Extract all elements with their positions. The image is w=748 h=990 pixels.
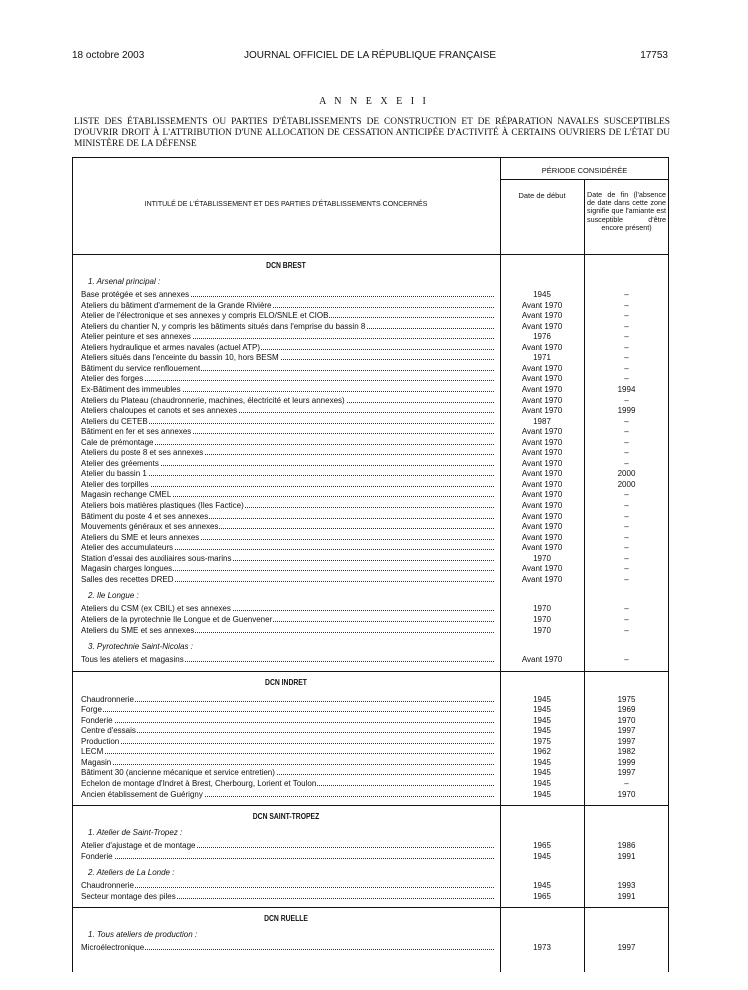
row-label: Ateliers du CSM (ex CBIL) et ses annexes: [81, 604, 231, 614]
end-date: 1991: [617, 891, 636, 901]
end-date: –: [624, 321, 629, 331]
start-date: 1965: [533, 891, 551, 901]
header-date-fin: Date de fin (l'absence de date dans cette zone signifie que l'amiante est susceptible d'être encore présent): [587, 190, 666, 232]
header-date: 18 octobre 2003: [72, 50, 145, 61]
row-label-wrap: [81, 384, 494, 395]
row-label-wrap: [81, 851, 494, 862]
end-date: –: [624, 543, 629, 553]
header-periode: PÉRIODE CONSIDÉRÉE: [541, 166, 628, 175]
start-date: 1975: [533, 736, 551, 746]
table-row: [81, 704, 494, 715]
table-row: [81, 373, 494, 384]
table-row: [81, 426, 494, 437]
start-date: 1970: [533, 625, 551, 635]
row-label-wrap: [81, 840, 494, 851]
end-date: 1982: [617, 747, 636, 757]
section-divider: [72, 671, 669, 672]
row-label: Ancien établissement de Guérigny: [81, 789, 203, 799]
table-row: [81, 384, 494, 395]
header-intitule: INTITULÉ DE L'ÉTABLISSEMENT ET DES PARTIES D'ÉTABLISSEMENTS CONCERNÉS: [144, 201, 428, 208]
row-label-wrap: [81, 767, 494, 778]
row-label: Ateliers du SME et ses annexes: [81, 625, 195, 635]
start-date: Avant 1970: [521, 522, 563, 532]
table-row: [81, 880, 494, 891]
table-row: [81, 342, 494, 353]
end-date: –: [624, 416, 629, 426]
start-date: Avant 1970: [521, 490, 563, 500]
page-header: [72, 50, 668, 64]
row-label: Ateliers de la pyrotechnie Ile Longue et de Guenvener: [81, 614, 273, 624]
start-date: 1962: [533, 747, 551, 757]
end-date: –: [624, 779, 629, 788]
row-label-wrap: [81, 746, 494, 757]
end-date: –: [624, 363, 629, 373]
start-date: 1945: [533, 290, 551, 299]
row-label-wrap: [81, 553, 494, 564]
table-row: [81, 289, 494, 300]
start-date: 1970: [533, 604, 551, 614]
row-label: Atelier du bassin 1: [81, 469, 147, 479]
row-label: Base protégée et ses annexes: [81, 290, 190, 299]
row-label: Magasin: [81, 757, 112, 767]
header-date-debut: Date de début: [518, 191, 566, 200]
end-date: 1970: [617, 715, 636, 725]
table-row: [81, 532, 494, 543]
table-row: [81, 840, 494, 851]
group-label: 1. Arsenal principal :: [88, 277, 161, 286]
row-label: Ateliers chaloupes et canots et ses annexes: [81, 406, 238, 416]
start-date: Avant 1970: [521, 300, 563, 310]
table-row: [81, 851, 494, 862]
row-label-wrap: [81, 521, 494, 532]
table-row: [81, 563, 494, 574]
row-label: LECM: [81, 747, 104, 757]
table-row: [81, 746, 494, 757]
end-date: 1997: [617, 726, 636, 736]
row-label-wrap: [81, 614, 494, 625]
end-date: –: [624, 522, 629, 532]
start-date: Avant 1970: [521, 321, 563, 331]
intro-paragraph: LISTE DES ÉTABLISSEMENTS OU PARTIES D'ÉTABLISSEMENTS DE CONSTRUCTION ET DE RÉPARATION NAVALES SUSCEPTIBLES D'OUVRIR DROIT À L'ATTRIBUTION D'UNE ALLOCATION DE CESSATION ANTICIPÉE D'ACTIVITÉ À CERTAINS OUVRIERS DE L'ÉTAT DU MINISTÈRE DE LA DÉFENSE: [74, 117, 670, 149]
row-label-wrap: [81, 715, 494, 726]
start-date: Avant 1970: [521, 501, 563, 510]
table-row: [81, 437, 494, 448]
end-date: 2000: [617, 469, 636, 479]
row-label: Magasin charges longues: [81, 564, 173, 574]
row-label: Echelon de montage d'Indret à Brest, Cherbourg, Lorient et Toulon: [81, 779, 317, 788]
table-row: [81, 603, 494, 614]
table-row: [81, 891, 494, 902]
row-label: Atelier des forges: [81, 374, 144, 384]
row-label-wrap: [81, 654, 494, 665]
table-row: [81, 416, 494, 427]
table-row: [81, 489, 494, 500]
end-date: –: [624, 374, 629, 384]
header-page-number: 17753: [640, 50, 668, 61]
start-date: Avant 1970: [521, 532, 563, 542]
section-divider: [72, 805, 669, 806]
start-date: 1945: [533, 705, 551, 715]
row-label-wrap: [81, 447, 494, 458]
end-date: 2000: [617, 479, 636, 489]
table-row: [81, 321, 494, 332]
end-date: –: [624, 614, 629, 624]
start-date: 1945: [533, 757, 551, 767]
end-date: –: [624, 290, 629, 299]
start-date: 1945: [533, 694, 551, 704]
row-label: Cale de prémontage: [81, 437, 154, 447]
row-label-wrap: [81, 694, 494, 705]
section-title: DCN INDRET: [265, 677, 307, 687]
start-date: 1987: [533, 416, 551, 426]
end-date: –: [624, 625, 629, 635]
start-date: Avant 1970: [521, 342, 563, 352]
row-label-wrap: [81, 489, 494, 500]
row-label: Atelier d'ajustage et de montage: [81, 841, 196, 851]
row-label: Ateliers du chantier N, y compris les bâtiments situés dans l'emprise du bassin 8: [81, 321, 366, 331]
periode-divider: [500, 179, 669, 180]
end-date: 1999: [617, 757, 636, 767]
table-row: [81, 310, 494, 321]
table-row: [81, 654, 494, 665]
start-date: Avant 1970: [521, 458, 563, 468]
end-date: –: [624, 564, 629, 574]
row-label: Ateliers bois matières plastiques (Iles Factice): [81, 501, 244, 510]
end-date: 1991: [617, 851, 636, 861]
row-label: Ateliers situés dans l'enceinte du bassin 10, hors BESM: [81, 353, 279, 363]
row-label-wrap: [81, 942, 494, 953]
row-label-wrap: [81, 289, 494, 300]
table-row: [81, 395, 494, 406]
header-journal-title: JOURNAL OFFICIEL DE LA RÉPUBLIQUE FRANÇAISE: [243, 50, 497, 61]
establishments-table: [72, 157, 669, 972]
row-label: Ateliers du poste 8 et ses annexes: [81, 448, 204, 458]
row-label-wrap: [81, 437, 494, 448]
row-label: Tous les ateliers et magasins: [81, 655, 184, 665]
row-label: Bâtiment en fer et ses annexes: [81, 427, 192, 437]
end-date: –: [624, 458, 629, 468]
group-label: 3. Pyrotechnie Saint-Nicolas :: [88, 642, 193, 652]
end-date: –: [624, 395, 629, 405]
row-label: Mouvements généraux et ses annexes: [81, 522, 219, 532]
table-row: [81, 542, 494, 553]
end-date: –: [624, 553, 629, 563]
row-label-wrap: [81, 736, 494, 747]
end-date: 1986: [617, 841, 636, 851]
row-label: Atelier de l'électronique et ses annexes y compris ELO/SNLE et CIOB: [81, 311, 329, 321]
row-label-wrap: [81, 352, 494, 363]
end-date: –: [624, 332, 629, 342]
row-label-wrap: [81, 468, 494, 479]
end-date: 1975: [617, 694, 636, 704]
row-label-wrap: [81, 479, 494, 490]
start-date: Avant 1970: [521, 427, 563, 437]
row-label: Atelier des accumulateurs: [81, 543, 174, 553]
table-row: [81, 479, 494, 490]
row-label-wrap: [81, 310, 494, 321]
end-date: 1997: [617, 736, 636, 746]
row-label: Bâtiment du service renflouement: [81, 363, 201, 373]
header-bottom-border: [72, 254, 669, 255]
end-date: 1993: [617, 881, 636, 891]
row-label: Ateliers du SME et leurs annexes: [81, 532, 200, 542]
row-label-wrap: [81, 542, 494, 553]
start-date: 1945: [533, 851, 551, 861]
start-date: Avant 1970: [521, 655, 563, 665]
table-row: [81, 625, 494, 636]
start-date: Avant 1970: [521, 448, 563, 458]
table-row: [81, 553, 494, 564]
start-date: Avant 1970: [521, 479, 563, 489]
start-date: Avant 1970: [521, 395, 563, 405]
row-label-wrap: [81, 416, 494, 427]
table-row: [81, 574, 494, 585]
end-date: –: [624, 300, 629, 310]
table-row: [81, 405, 494, 416]
table-row: [81, 778, 494, 789]
row-label-wrap: [81, 500, 494, 511]
table-row: [81, 715, 494, 726]
start-date: Avant 1970: [521, 543, 563, 553]
table-row: [81, 363, 494, 374]
row-label: Microélectronique: [81, 943, 145, 953]
row-label-wrap: [81, 532, 494, 543]
row-label: Centre d'essais: [81, 726, 136, 736]
end-date: –: [624, 353, 629, 363]
start-date: 1945: [533, 726, 551, 736]
row-label-wrap: [81, 405, 494, 416]
start-date: 1970: [533, 553, 551, 563]
table-row: [81, 447, 494, 458]
row-label-wrap: [81, 880, 494, 891]
row-label: Chaudronnerie: [81, 694, 134, 704]
table-row: [81, 767, 494, 778]
start-date: 1965: [533, 841, 551, 851]
row-label-wrap: [81, 574, 494, 585]
table-row: [81, 736, 494, 747]
group-label: 1. Tous ateliers de production :: [88, 930, 198, 940]
table-top-border: [72, 157, 669, 158]
start-date: 1976: [533, 332, 551, 342]
end-date: –: [624, 532, 629, 542]
row-label: Ateliers du CETEB: [81, 416, 148, 426]
end-date: 1969: [617, 705, 636, 715]
row-label-wrap: [81, 395, 494, 406]
start-date: 1945: [533, 779, 551, 788]
start-date: 1945: [533, 881, 551, 891]
row-label: Station d'essai des auxiliaires sous-marins: [81, 553, 232, 563]
row-label-wrap: [81, 891, 494, 902]
row-label: Production: [81, 736, 120, 746]
table-row: [81, 500, 494, 511]
group-label: 1. Atelier de Saint-Tropez :: [88, 828, 183, 838]
start-date: Avant 1970: [521, 363, 563, 373]
start-date: Avant 1970: [521, 469, 563, 479]
end-date: –: [624, 448, 629, 458]
annexe-title: A N N E X E I I: [319, 96, 429, 107]
table-row: [81, 725, 494, 736]
section-title: DCN RUELLE: [264, 914, 308, 924]
start-date: Avant 1970: [521, 384, 563, 394]
table-row: [81, 694, 494, 705]
end-date: –: [624, 311, 629, 321]
row-label: Fonderie: [81, 851, 113, 861]
end-date: 1970: [617, 789, 636, 799]
row-label: Atelier des gréements: [81, 458, 159, 468]
end-date: –: [624, 604, 629, 614]
table-row: [81, 757, 494, 768]
start-date: Avant 1970: [521, 311, 563, 321]
start-date: 1945: [533, 715, 551, 725]
row-label-wrap: [81, 625, 494, 636]
table-row: [81, 614, 494, 625]
end-date: –: [624, 437, 629, 447]
row-label: Bâtiment du poste 4 et ses annexes: [81, 511, 209, 521]
start-date: Avant 1970: [521, 374, 563, 384]
table-row: [81, 458, 494, 469]
end-date: 1997: [617, 943, 636, 953]
row-label: Ateliers hydraulique et armes navales (actuel ATP): [81, 342, 261, 352]
row-label-wrap: [81, 778, 494, 789]
start-date: 1971: [533, 353, 551, 363]
start-date: Avant 1970: [521, 437, 563, 447]
table-left-border: [72, 157, 73, 972]
section-divider: [72, 907, 669, 908]
row-label-wrap: [81, 789, 494, 800]
group-label: 2. Ile Longue :: [88, 591, 139, 601]
row-label: Ateliers du bâtiment d'armement de la Grande Rivière: [81, 300, 272, 310]
start-date: Avant 1970: [521, 511, 563, 521]
row-label: Atelier peinture et ses annexes: [81, 332, 191, 342]
row-label-wrap: [81, 757, 494, 768]
row-label-wrap: [81, 426, 494, 437]
start-date: 1945: [533, 768, 551, 778]
table-row: [81, 521, 494, 532]
end-date: 1999: [617, 406, 636, 416]
end-date: –: [624, 511, 629, 521]
row-label: Forge: [81, 705, 102, 715]
row-label: Magasin rechange CMEL: [81, 490, 172, 500]
row-label-wrap: [81, 373, 494, 384]
start-date: 1973: [533, 943, 551, 953]
section-title: DCN SAINT-TROPEZ: [252, 812, 320, 822]
table-row: [81, 352, 494, 363]
row-label-wrap: [81, 342, 494, 353]
end-date: –: [624, 427, 629, 437]
start-date: Avant 1970: [521, 564, 563, 574]
row-label-wrap: [81, 321, 494, 332]
row-label: Ex-Bâtiment des immeubles: [81, 384, 181, 394]
start-date: 1970: [533, 614, 551, 624]
row-label: Bâtiment 30 (ancienne mécanique et service entretien): [81, 768, 275, 778]
row-label: Salles des recettes DRED: [81, 574, 174, 584]
start-date: 1945: [533, 789, 551, 799]
group-label: 2. Ateliers de La Londe :: [88, 868, 175, 878]
row-label-wrap: [81, 511, 494, 522]
table-row: [81, 511, 494, 522]
row-label-wrap: [81, 704, 494, 715]
section-title: DCN BREST: [266, 261, 306, 270]
row-label-wrap: [81, 300, 494, 311]
end-date: –: [624, 490, 629, 500]
row-label-wrap: [81, 725, 494, 736]
row-label-wrap: [81, 603, 494, 614]
end-date: –: [624, 574, 629, 584]
row-label: Chaudronnerie: [81, 881, 134, 891]
row-label: Atelier des torpilles: [81, 479, 149, 489]
row-label: Fonderie: [81, 715, 113, 725]
table-row: [81, 468, 494, 479]
row-label-wrap: [81, 458, 494, 469]
row-label: Secteur montage des piles: [81, 891, 176, 901]
table-row: [81, 331, 494, 342]
end-date: –: [624, 501, 629, 510]
start-date: Avant 1970: [521, 574, 563, 584]
end-date: 1997: [617, 768, 636, 778]
table-row: [81, 789, 494, 800]
row-label-wrap: [81, 331, 494, 342]
row-label-wrap: [81, 563, 494, 574]
end-date: –: [624, 655, 629, 665]
table-row: [81, 942, 494, 953]
end-date: –: [624, 342, 629, 352]
row-label-wrap: [81, 363, 494, 374]
end-date: 1994: [617, 384, 636, 394]
row-label: Ateliers du Plateau (chaudronnerie, machines, électricité et leurs annexes): [81, 395, 345, 405]
start-date: Avant 1970: [521, 406, 563, 416]
table-row: [81, 300, 494, 311]
